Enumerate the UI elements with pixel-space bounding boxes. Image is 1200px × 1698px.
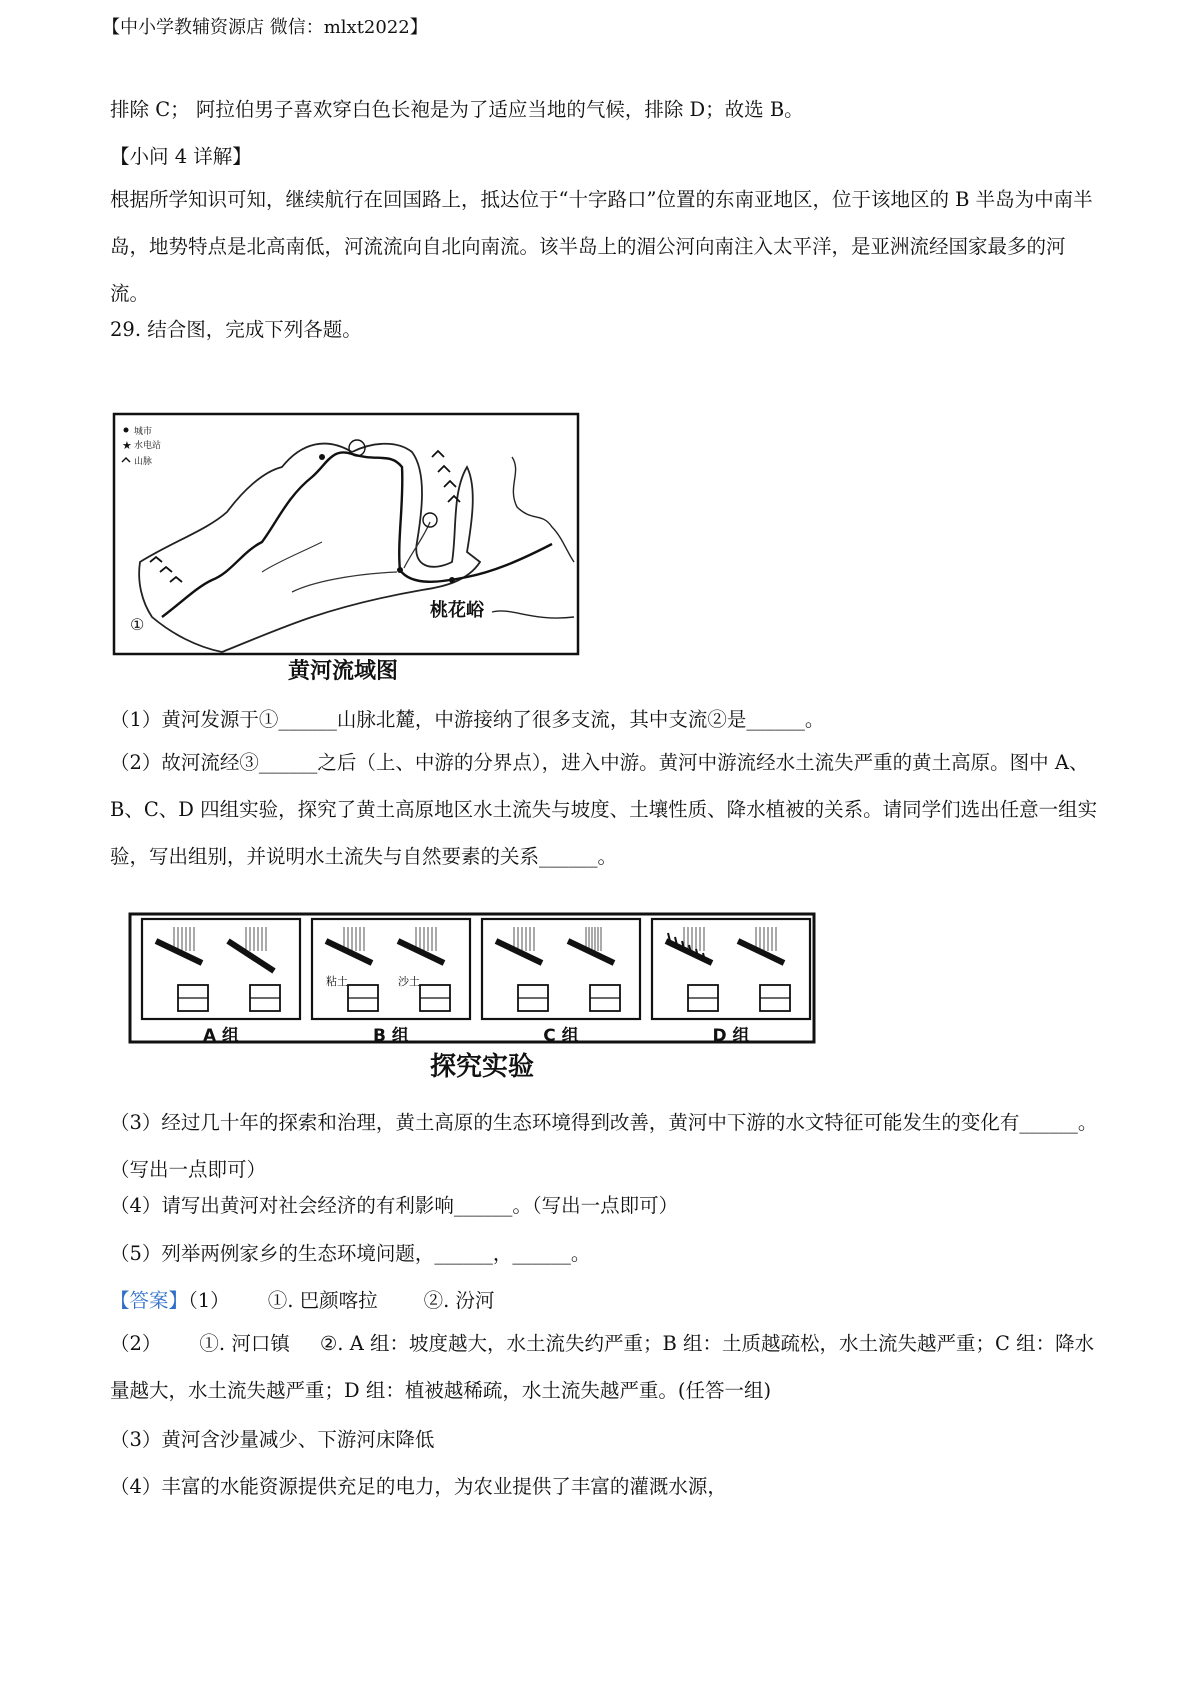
group-label: B 组 xyxy=(373,1026,409,1046)
sub-question-3: （3）经过几十年的探索和治理，黄土高原的生态环境得到改善，黄河中下游的水文特征可能发生的变化有______。（写出一点即可） xyxy=(110,1111,1098,1181)
city-dot xyxy=(449,577,455,583)
legend-item-city: 城市 xyxy=(134,427,153,437)
soil-label: 粘土 xyxy=(326,975,348,988)
answer-label: 【答案】 xyxy=(110,1289,189,1312)
experiment-caption: 探究实验 xyxy=(430,1052,535,1082)
sub-question-1: （1）黄河发源于①______山脉北麓，中游接纳了很多支流，其中支流②是______。 xyxy=(110,708,825,731)
sub-question-4-detail: 根据所学知识可知，继续航行在回国路上，抵达位于“十字路口”位置的东南亚地区，位于该地区的 B 半岛为中南半岛，地势特点是北高南低，河流流向自北向南流。该半岛上的湄公河向南注入太平洋，是亚洲流经国家最多的河流。 xyxy=(110,188,1093,305)
answer-2-text: ②. A 组：坡度越大，水土流失约严重；B 组：土质越疏松，水土流失越严重；C 组：降水量越大，水土流失越严重；D 组：植被越稀疏，水土流失越严重。(任答一组) xyxy=(110,1332,1095,1402)
group-label: A 组 xyxy=(202,1026,240,1046)
sub-question-2: （2）故河流经③______之后（上、中游的分界点），进入中游。黄河中游流经水土流失严重的黄土高原。图中 A、B、C、D 四组实验，探究了黄土高原地区水土流失与坡度、土壤性质、降水植被的关系。请同学们选出任意一组实验，写出组别，并说明水土流失与自然要素的关系______。 xyxy=(110,751,1098,868)
answer-2-part1: ①. 河口镇 xyxy=(199,1332,290,1355)
watermark-header: 【中小学教辅资源店 微信：mlxt2022】 xyxy=(102,17,428,38)
answer-1-part1: ①. 巴颜喀拉 xyxy=(267,1289,378,1312)
legend-item-mountain: 山脉 xyxy=(134,457,153,467)
answer-line-1 xyxy=(110,1287,495,1315)
sub-question-5: （5）列举两例家乡的生态环境问题，______，______。 xyxy=(110,1242,591,1265)
question-29-stem: 29. 结合图，完成下列各题。 xyxy=(110,318,362,341)
city-dot xyxy=(397,567,403,573)
experiment-figure xyxy=(128,912,880,1080)
answer-4: （4）丰富的水能资源提供充足的电力，为农业提供了丰富的灌溉水源， xyxy=(110,1475,727,1498)
soil-label: 沙土 xyxy=(398,975,420,988)
legend-item-dam: 水电站 xyxy=(134,441,162,451)
map-caption: 黄河流域图 xyxy=(288,659,399,684)
map-drawing xyxy=(112,412,580,680)
city-dot xyxy=(319,454,325,460)
place-label-taohuayu: 桃花峪 xyxy=(430,600,484,621)
answer-1-number: （1） xyxy=(188,1289,230,1312)
answer-1-part2: ②. 汾河 xyxy=(423,1289,495,1312)
yellow-river-basin-map xyxy=(112,412,580,684)
svg-text:★: ★ xyxy=(122,439,132,452)
sub-question-4: （4）请写出黄河对社会经济的有利影响______。（写出一点即可） xyxy=(110,1194,679,1217)
answer-3: （3）黄河含沙量减少、下游河床降低 xyxy=(110,1428,435,1451)
sub-question-4-title: 【小问 4 详解】 xyxy=(110,145,252,168)
group-label: C 组 xyxy=(543,1026,579,1046)
answer-2 xyxy=(110,1320,1100,1414)
circle-one-label: ① xyxy=(130,615,145,634)
group-label: D 组 xyxy=(712,1026,750,1046)
answer-2-number: （2） xyxy=(110,1332,162,1355)
prev-answer-line: 排除 C； 阿拉伯男子喜欢穿白色长袍是为了适应当地的气候，排除 D；故选 B。 xyxy=(110,98,804,121)
